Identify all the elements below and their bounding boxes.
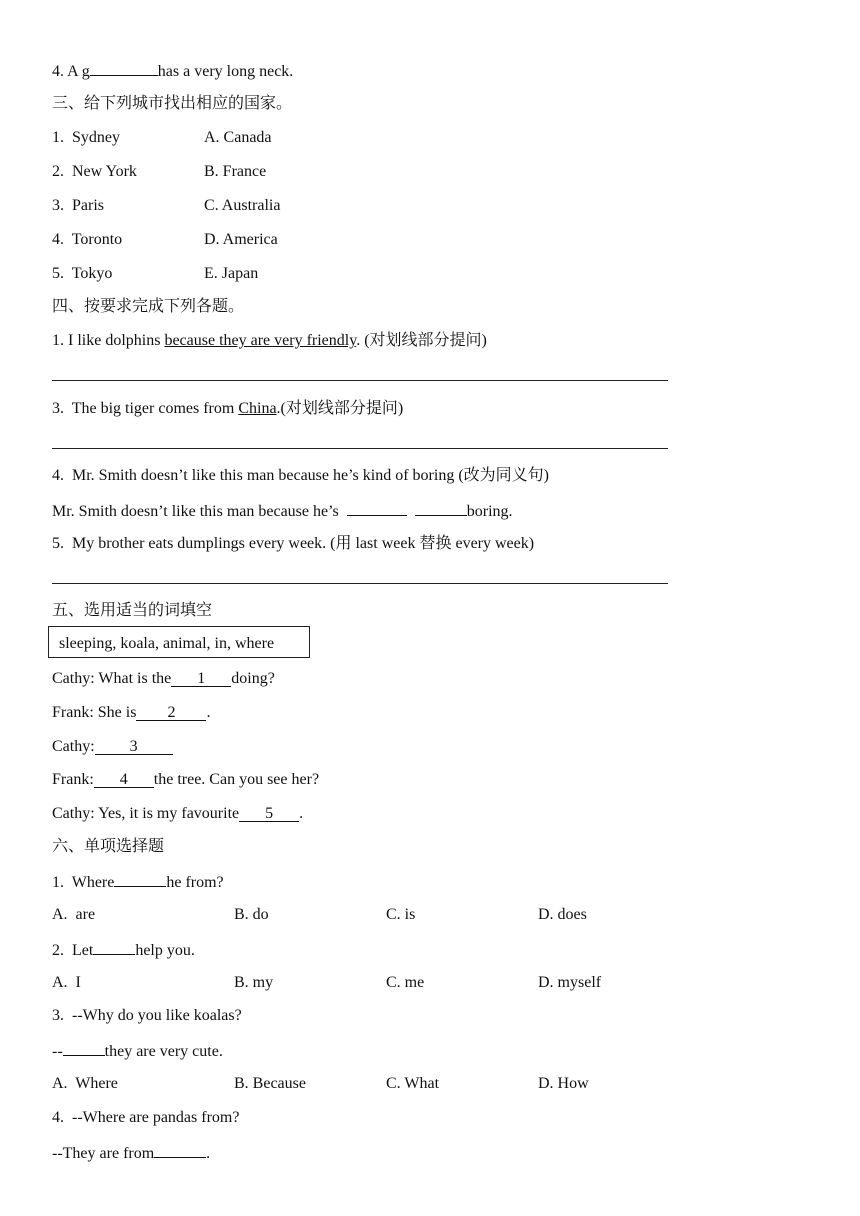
answer-blank[interactable] [90,60,158,76]
question-text: 1. Where [52,874,115,891]
answer-blank[interactable]: 5 [239,806,299,822]
question-line [52,60,293,82]
question-line [52,1040,223,1062]
city-item: 5. Tokyo [52,265,113,282]
option-c[interactable]: C. is [386,906,416,923]
city-item: 1. Sydney [52,129,120,146]
question-text: help you. [135,942,195,959]
country-item: A. Canada [204,129,272,146]
section-heading: 五、选用适当的词填空 [52,602,213,619]
question-text: .(对划线部分提问) [276,400,404,417]
option-a[interactable]: A. are [52,906,96,923]
question-text: 1. I like dolphins [52,332,165,349]
question-text: they are very cute. [104,1043,223,1060]
question-text: he from? [166,874,224,891]
section-heading: 四、按要求完成下列各题。 [52,298,245,315]
answer-blank[interactable]: 1 [171,671,231,687]
question-text: . (对划线部分提问) [356,332,487,349]
country-item: D. America [204,231,278,248]
question-text: boring. [466,503,513,520]
word-bank-box [48,626,310,658]
answer-blank[interactable]: 2 [136,705,206,721]
speaker-text: Cathy: Yes, it is my favourite [52,805,240,822]
section-heading: 六、单项选择题 [52,838,165,855]
question-line [52,331,487,351]
option-c[interactable]: C. What [386,1075,440,1092]
question-text: 3. The big tiger comes from [52,400,239,417]
answer-line[interactable] [52,380,668,381]
dialogue-line [52,703,210,723]
option-a[interactable]: A. I [52,974,81,991]
question-line: 3. --Why do you like koalas? [52,1007,242,1024]
answer-blank[interactable] [63,1040,105,1056]
question-text: --They are from [52,1145,155,1162]
dialogue-line [52,669,275,689]
city-item: 2. New York [52,163,137,180]
answer-blank[interactable] [93,939,135,955]
answer-line[interactable] [52,448,668,449]
question-text: 4. A g [52,63,90,80]
underlined-phrase: China [238,400,277,417]
option-b[interactable]: B. do [234,906,269,923]
question-text: . [206,1145,211,1162]
speaker-text: . [299,805,304,822]
speaker-text: Cathy: [52,738,95,755]
question-line: 4. --Where are pandas from? [52,1109,240,1126]
question-text: 2. Let [52,942,94,959]
option-d[interactable]: D. How [538,1075,589,1092]
answer-line[interactable] [52,583,668,584]
answer-blank[interactable]: 4 [94,772,154,788]
question-line [52,399,403,419]
option-b[interactable]: B. my [234,974,274,991]
country-item: E. Japan [204,265,259,282]
question-line [52,871,224,893]
question-line: 5. My brother eats dumplings every week. (用 last week 替换 every week) [52,535,535,552]
answer-blank[interactable] [347,500,407,516]
underlined-phrase: because they are very friendly [164,332,357,349]
option-b[interactable]: B. Because [234,1075,306,1092]
option-d[interactable]: D. does [538,906,587,923]
speaker-text: . [206,704,211,721]
option-a[interactable]: A. Where [52,1075,118,1092]
dialogue-line [52,770,319,790]
country-item: B. France [204,163,267,180]
speaker-text: doing? [231,670,275,687]
answer-blank[interactable]: 3 [95,739,173,755]
city-item: 4. Toronto [52,231,123,248]
answer-blank[interactable] [415,500,467,516]
question-text: -- [52,1043,63,1060]
question-line: 4. Mr. Smith doesn’t like this man because he’s kind of boring (改为同义句) [52,467,549,484]
question-line [52,939,195,961]
country-item: C. Australia [204,197,281,214]
option-d[interactable]: D. myself [538,974,602,991]
dialogue-line [52,804,303,824]
speaker-text: Cathy: What is the [52,670,172,687]
speaker-text: Frank: [52,771,94,788]
question-text: has a very long neck. [157,63,294,80]
word-bank: sleeping, koala, animal, in, where [59,635,275,652]
question-text: Mr. Smith doesn’t like this man because he’s [52,503,347,520]
answer-blank[interactable] [114,871,166,887]
speaker-text: the tree. Can you see her? [153,771,320,788]
answer-blank[interactable] [154,1142,206,1158]
section-heading: 三、给下列城市找出相应的国家。 [52,95,293,112]
answer-sentence [52,500,513,522]
city-item: 3. Paris [52,197,104,214]
question-line [52,1142,210,1164]
speaker-text: Frank: She is [52,704,137,721]
option-c[interactable]: C. me [386,974,425,991]
dialogue-line [52,737,173,757]
